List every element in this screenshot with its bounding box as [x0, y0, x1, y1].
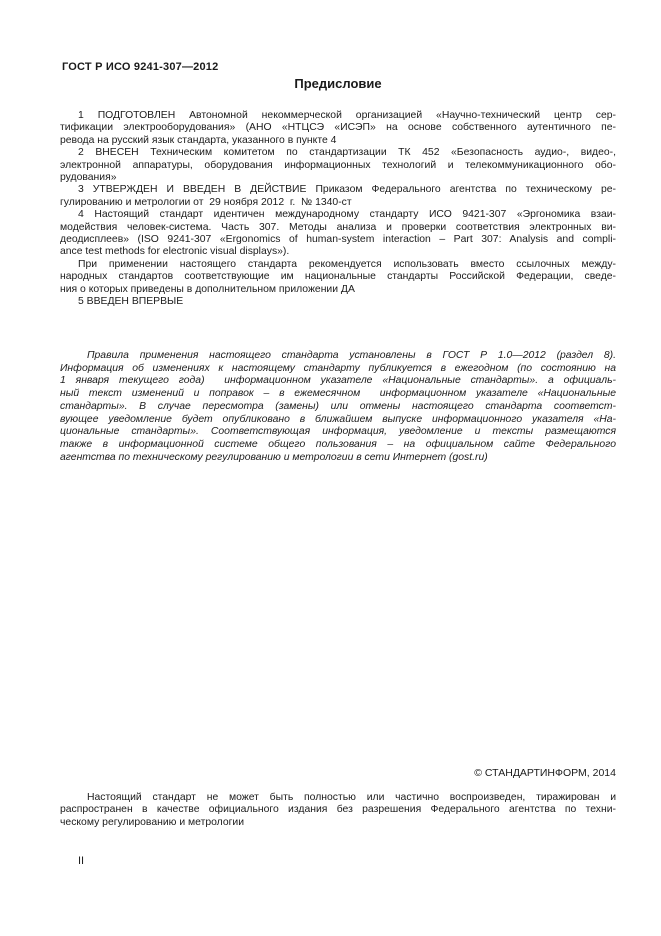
- section-title: Предисловие: [294, 76, 382, 91]
- paragraph: [60, 110, 616, 147]
- text-line: стандарты». В случае пересмотра (замены) или отмены настоящего стандарта соответст-: [60, 400, 616, 412]
- text-line: Настоящий стандарт не может быть полностью или частично воспроизведен, тиражирован и: [87, 792, 616, 803]
- text-line: также в информационной системе общего пользования – на официальном сайте Федерального: [60, 438, 616, 450]
- text-line: гулированию и метрологии от 29 ноября 2012 г. № 1340-ст: [60, 196, 352, 208]
- text-line: народных стандартов соответствующие им национальные стандарты Российской Федерации, сведе-: [60, 271, 616, 283]
- text-line: распространен в качестве официального издания без разрешения Федерального агентства по техни-: [60, 804, 616, 816]
- text-line: Правила применения настоящего стандарта установлены в ГОСТ Р 1.0—2012 (раздел 8).: [87, 350, 616, 361]
- paragraph: [60, 209, 616, 259]
- text-line: тификации электрооборудования» (АНО «НТЦСЭ «ИСЭП» на основе собственного аутентичного пе-: [60, 122, 616, 134]
- standard-code-header: ГОСТ Р ИСО 9241-307—2012: [62, 61, 219, 73]
- text-line: ный текст изменений и поправок – в ежемесячном информационном указателе «Национальные: [60, 388, 616, 400]
- text-line: ревода на русский язык стандарта, указанного в пункте 4: [60, 134, 337, 146]
- text-line: агентства по техническому регулированию и метрологии в сети Интернет (gost.ru): [60, 451, 488, 463]
- text-line: деодисплеев» (ISO 9241-307 «Ergonomics of human-system interaction – Part 307: Analysis and compli-: [60, 234, 616, 246]
- text-line: Информация об изменениях к настоящему стандарту публикуется в ежегодном (по состоянию на: [60, 362, 616, 374]
- paragraph: [60, 184, 616, 209]
- foreword-body: [60, 110, 616, 309]
- text-line: электронной аппаратуры, оборудования информационных технологий и телекоммуникационного обо-: [60, 159, 616, 171]
- text-line: 4 Настоящий стандарт идентичен международному стандарту ИСО 9421-307 «Эргономика взаи-: [78, 209, 616, 221]
- paragraph: [60, 259, 616, 296]
- text-line: рудования»: [60, 172, 117, 184]
- paragraph: [60, 792, 616, 829]
- text-line: ance test methods for electronic visual displays»).: [60, 246, 290, 258]
- text-line: ческому регулированию и метрологии: [60, 816, 245, 828]
- text-line: При применении настоящего стандарта рекомендуется использовать вместо ссылочных между-: [78, 258, 616, 270]
- copyright-line: © СТАНДАРТИНФОРМ, 2014: [474, 767, 616, 779]
- page-number: II: [78, 855, 85, 867]
- text-line: 5 ВВЕДЕН ВПЕРВЫЕ: [78, 296, 184, 308]
- text-line: циональные стандарты». Соответствующая информация, уведомление и тексты размещаются: [60, 426, 616, 438]
- reproduction-restriction: [60, 792, 616, 829]
- text-line: вующее уведомление будет опубликовано в ближайшем выпуске информационного указателя «На-: [60, 413, 616, 425]
- application-rules-note: [60, 350, 616, 464]
- text-line: 1 января текущего года) информационном указателе «Национальные стандарты». а официаль-: [60, 375, 616, 387]
- text-line: 3 УТВЕРЖДЕН И ВВЕДЕН В ДЕЙСТВИЕ Приказом Федерального агентства по техническому ре-: [78, 184, 616, 196]
- text-line: ния о которых приведены в дополнительном приложении ДА: [60, 283, 355, 295]
- paragraph: [60, 350, 616, 464]
- text-line: 1 ПОДГОТОВЛЕН Автономной некоммерческой организацией «Научно-технический центр сер-: [78, 110, 616, 121]
- text-line: модействия человек-система. Часть 307. Методы анализа и проверки соответствия электронных ви-: [60, 221, 616, 233]
- paragraph: [60, 296, 616, 308]
- text-line: 2 ВНЕСЕН Техническим комитетом по стандартизации ТК 452 «Безопасность аудио-, видео-,: [78, 147, 616, 159]
- paragraph: [60, 147, 616, 184]
